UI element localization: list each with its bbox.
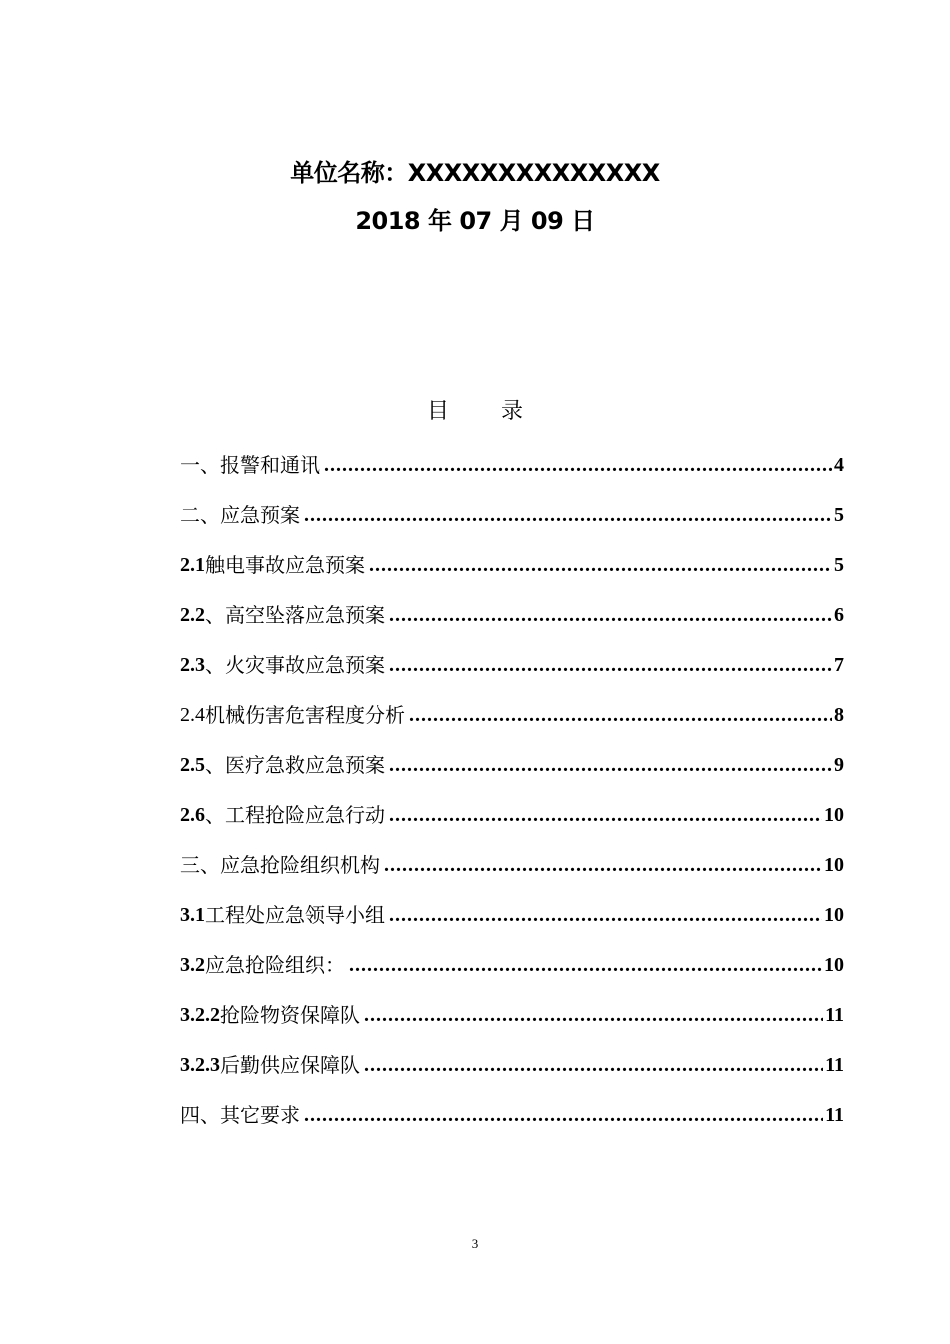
toc-dot-leader: [389, 790, 822, 840]
toc-entry-number: 3.2: [180, 954, 205, 976]
toc-dot-leader: [389, 590, 832, 640]
toc-entry[interactable]: [180, 640, 844, 690]
toc-entry-page: 11: [825, 1054, 844, 1076]
toc-title: [0, 394, 950, 425]
toc-entry-title: 、高空坠落应急预案: [205, 603, 385, 627]
toc-entry-page: 4: [834, 454, 844, 476]
toc-entry-title: 工程处应急领导小组: [205, 903, 385, 927]
toc-entry[interactable]: [180, 1040, 844, 1090]
toc-dot-leader: [364, 990, 823, 1040]
toc-dot-leader: [304, 490, 832, 540]
toc-entry-page: 7: [834, 654, 844, 676]
toc-entry[interactable]: [180, 540, 844, 590]
toc-entry[interactable]: [180, 890, 844, 940]
organization-name: 单位名称：XXXXXXXXXXXXXX: [290, 159, 660, 187]
toc-entry-number: 2.5: [180, 754, 205, 776]
toc-entry[interactable]: [180, 940, 844, 990]
toc-entry-page: 10: [824, 904, 844, 926]
toc-entry-number: 2.1: [180, 554, 205, 576]
toc-entry[interactable]: [180, 990, 844, 1040]
toc-entry-number: 2.4: [180, 704, 205, 726]
toc-entry-number: 2.2: [180, 604, 205, 626]
document-date: 2018 年 07 月 09 日: [355, 207, 595, 235]
toc-entry[interactable]: [180, 590, 844, 640]
toc-dot-leader: [384, 840, 822, 890]
toc-dot-leader: [324, 440, 832, 490]
toc-entry[interactable]: [180, 440, 844, 490]
toc-title-right: 录: [501, 399, 524, 424]
toc-dot-leader: [409, 690, 832, 740]
toc-list: [180, 440, 844, 1140]
toc-dot-leader: [369, 540, 832, 590]
toc-entry-title: 后勤供应保障队: [220, 1053, 360, 1077]
toc-dot-leader: [389, 640, 832, 690]
toc-entry-page: 8: [834, 704, 844, 726]
toc-entry-title: 抢险物资保障队: [220, 1003, 360, 1027]
toc-entry-number: 2.6: [180, 804, 205, 826]
toc-entry-page: 6: [834, 604, 844, 626]
toc-entry[interactable]: [180, 690, 844, 740]
toc-entry-title: 、医疗急救应急预案: [205, 753, 385, 777]
toc-entry-number: 3.2.2: [180, 1004, 220, 1026]
toc-dot-leader: [364, 1040, 823, 1090]
toc-dot-leader: [304, 1090, 823, 1140]
toc-entry-page: 11: [825, 1004, 844, 1026]
toc-entry[interactable]: [180, 740, 844, 790]
toc-entry-page: 10: [824, 854, 844, 876]
toc-entry-number: 3.1: [180, 904, 205, 926]
toc-entry[interactable]: [180, 790, 844, 840]
toc-entry-page: 10: [824, 954, 844, 976]
toc-entry-title: 触电事故应急预案: [205, 553, 365, 577]
toc-entry-title: 、火灾事故应急预案: [205, 653, 385, 677]
toc-entry-title: 应急抢险组织：: [205, 953, 345, 977]
toc-dot-leader: [389, 890, 822, 940]
toc-entry-page: 11: [825, 1104, 844, 1126]
toc-entry-title: 、工程抢险应急行动: [205, 803, 385, 827]
toc-entry-page: 5: [834, 504, 844, 526]
toc-entry-title: 四、其它要求: [180, 1103, 300, 1127]
toc-entry-page: 9: [834, 754, 844, 776]
toc-entry-number: 2.3: [180, 654, 205, 676]
toc-entry-number: 3.2.3: [180, 1054, 220, 1076]
toc-entry-title: 一、报警和通讯: [180, 453, 320, 477]
toc-title-left: 目: [426, 399, 449, 424]
toc-entry-title: 三、应急抢险组织机构: [180, 853, 380, 877]
toc-entry[interactable]: [180, 490, 844, 540]
page-number: 3: [471, 1236, 479, 1251]
toc-entry[interactable]: [180, 1090, 844, 1140]
toc-entry-title: 二、应急预案: [180, 503, 300, 527]
toc-entry-page: 10: [824, 804, 844, 826]
toc-entry[interactable]: [180, 840, 844, 890]
toc-entry-title: 机械伤害危害程度分析: [205, 703, 405, 727]
toc-dot-leader: [349, 940, 822, 990]
toc-entry-page: 5: [834, 554, 844, 576]
toc-dot-leader: [389, 740, 832, 790]
